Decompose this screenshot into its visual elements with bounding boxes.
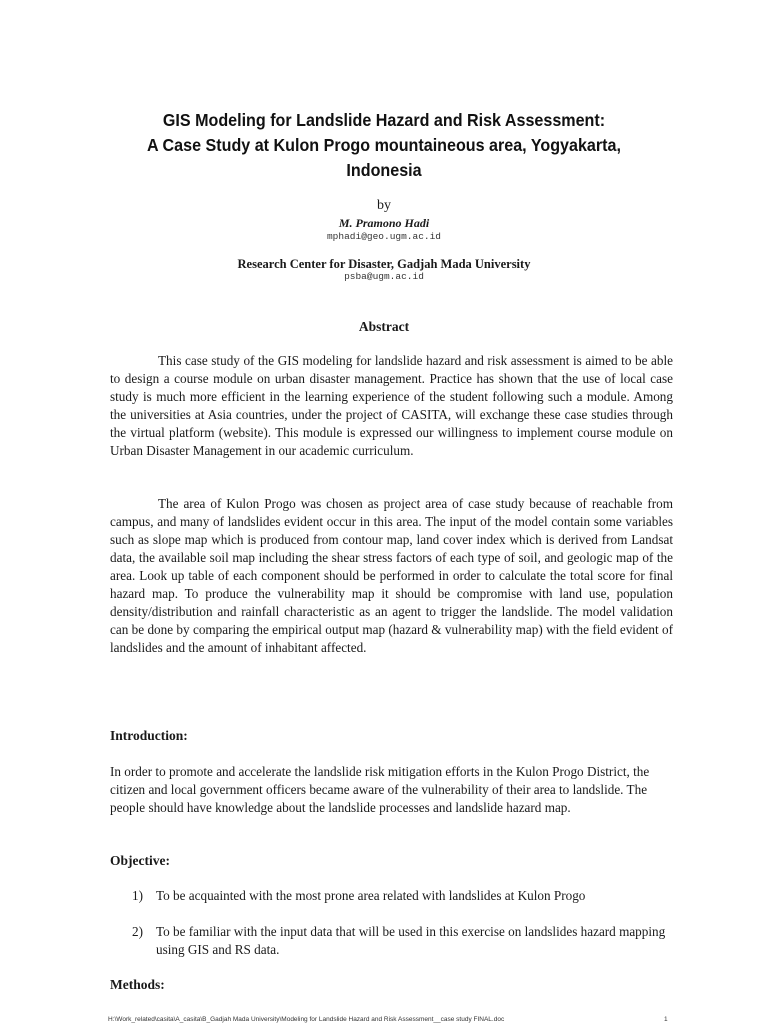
introduction-paragraph: In order to promote and accelerate the landslide risk mitigation efforts in the Kulon Progo District, the citizen and local government officers became aware of the vulnerability of their area to landslide. The people should have knowledge about the landslide processes and landslide hazard map. [110, 764, 650, 815]
by-label: by [377, 198, 391, 213]
page-number: 1 [664, 1016, 668, 1023]
list-number: 2) [132, 924, 143, 939]
title-line-2: A Case Study at Kulon Progo mountaineous area, Yogyakarta, [147, 135, 621, 155]
footer-file-path: H:\Work_related\casita\A_casita\B_Gadjah Mada University\Modeling for Landslide Hazard and Risk Assessment__case study FINAL.doc [108, 1016, 505, 1023]
author-name: M. Pramono Hadi [338, 216, 430, 230]
list-text: To be acquainted with the most prone area related with landslides at Kulon Progo [156, 888, 586, 903]
title-line-1: GIS Modeling for Landslide Hazard and Risk Assessment: [162, 110, 606, 130]
list-number: 1) [132, 888, 143, 903]
introduction-heading: Introduction: [110, 728, 188, 743]
list-text: To be familiar with the input data that will be used in this exercise on landslides hazard mapping using GIS and RS data. [156, 924, 666, 957]
document-title [86, 108, 682, 183]
organization-email: psba@ugm.ac.id [344, 271, 424, 282]
objective-item-1 [132, 887, 672, 905]
abstract-paragraph-1: This case study of the GIS modeling for landslide hazard and risk assessment is aimed to be able to design a course module on urban disaster management. Practice has shown that the use of local case study is much more efficient in the learning experience of the student following such a module. Among the universities at Asia countries, under the project of CASITA, will exchange these case studies through the virtual platform (website). This module is expressed our willingness to implement course module on Urban Disaster Management in our academic curriculum. [110, 353, 673, 458]
abstract-heading: Abstract [358, 319, 410, 334]
methods-heading: Methods: [110, 977, 165, 992]
objective-item-2 [132, 923, 672, 959]
author-email: mphadi@geo.ugm.ac.id [326, 231, 442, 242]
title-line-3: Indonesia [346, 160, 422, 180]
abstract-paragraph-2: The area of Kulon Progo was chosen as project area of case study because of reachable from campus, and many of landslides evident occur in this area. The input of the model contain some variables such as slope map which is produced from contour map, land cover index which is derived from Landsat data, the available soil map including the shear stress factors of each type of soil, and geologic map of the area. Look up table of each component should be performed in order to calculate the total score for final hazard map. To produce the vulnerability map it should be compromise with land use, population density/distribution and rainfall characteristic as an agent to trigger the landslide. The model validation can be done by comparing the empirical output map (hazard & vulnerability map) with the field evident of landslides and the amount of inhabitant affected. [110, 496, 673, 655]
objective-heading: Objective: [110, 853, 170, 868]
organization: Research Center for Disaster, Gadjah Mada University [237, 257, 531, 271]
